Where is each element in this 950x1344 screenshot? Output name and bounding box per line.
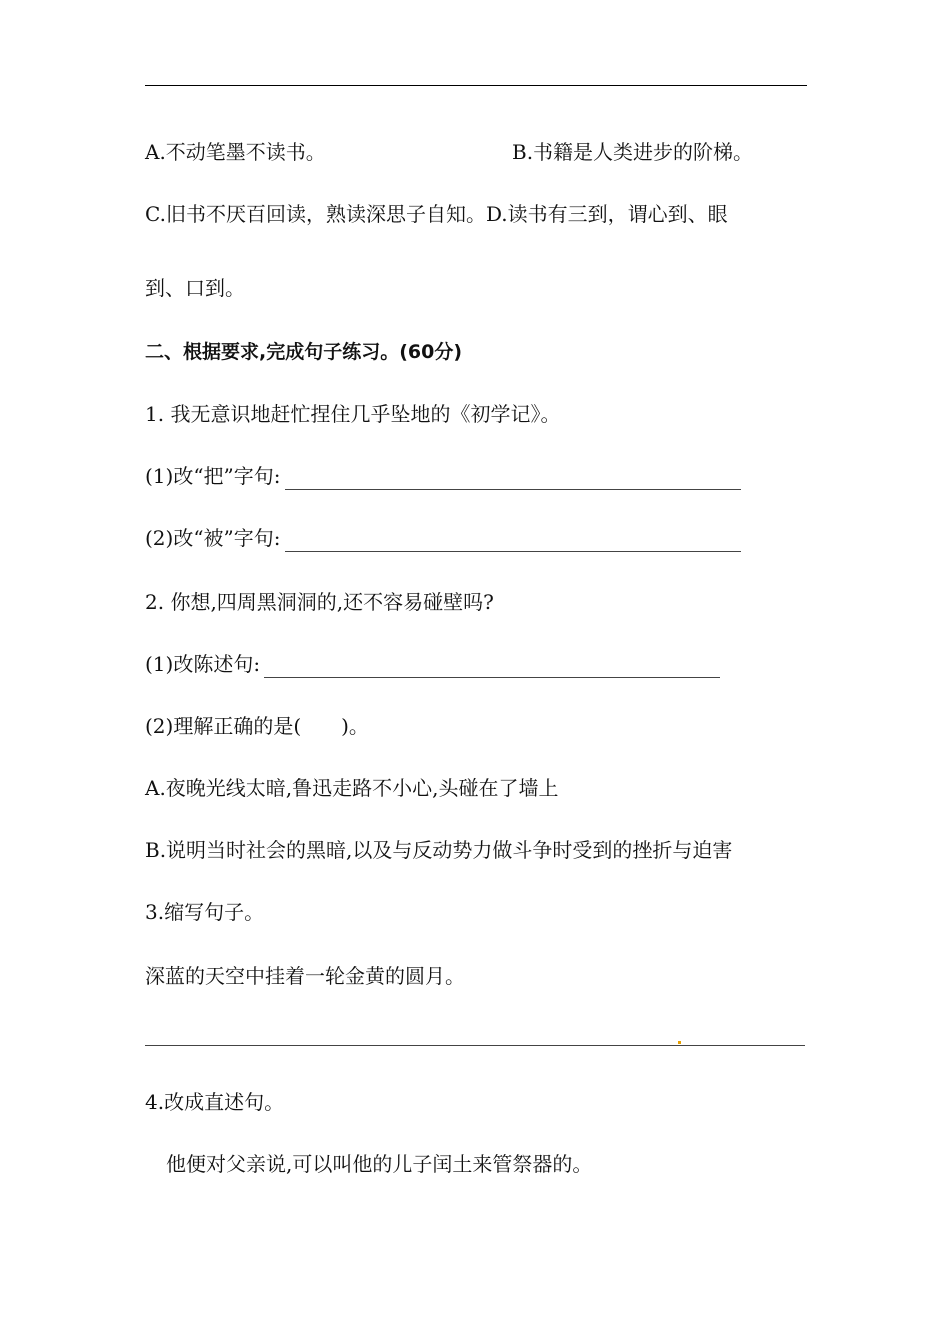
q2-part1-label: (1)改陈述句: bbox=[145, 652, 261, 676]
q2-part2: (2)理解正确的是( )。 bbox=[145, 714, 369, 738]
q1-part1-label: (1)改“把”字句: bbox=[145, 464, 281, 488]
q1-part2-answer-blank[interactable] bbox=[285, 529, 741, 552]
q3-answer-blank[interactable] bbox=[145, 1045, 805, 1046]
header-rule bbox=[145, 85, 807, 86]
q1-part2 bbox=[145, 524, 741, 552]
q2-part1 bbox=[145, 650, 720, 678]
q2-part1-answer-blank[interactable] bbox=[264, 655, 720, 678]
option-cd-continued: 到、口到。 bbox=[145, 276, 245, 300]
q1-part1-answer-blank[interactable] bbox=[285, 467, 741, 490]
option-cd: C.旧书不厌百回读，熟读深思子自知。D.读书有三到，谓心到、眼 bbox=[145, 202, 728, 226]
section-2-heading: 二、根据要求,完成句子练习。(60分) bbox=[145, 341, 463, 363]
q3-sentence: 深蓝的天空中挂着一轮金黄的圆月。 bbox=[145, 964, 465, 988]
q1-part2-label: (2)改“被”字句: bbox=[145, 526, 281, 550]
option-b: B.书籍是人类进步的阶梯。 bbox=[512, 140, 754, 164]
q2-stem: 2. 你想,四周黑洞洞的,还不容易碰壁吗? bbox=[145, 590, 494, 614]
stray-mark bbox=[678, 1041, 681, 1044]
option-a: A.不动笔墨不读书。 bbox=[145, 140, 326, 164]
q2-option-a: A.夜晚光线太暗,鲁迅走路不小心,头碰在了墙上 bbox=[145, 776, 559, 800]
q4-sentence: 他便对父亲说,可以叫他的儿子闰土来管祭器的。 bbox=[166, 1152, 593, 1176]
q4-stem: 4.改成直述句。 bbox=[145, 1090, 285, 1114]
q2-option-b: B.说明当时社会的黑暗,以及与反动势力做斗争时受到的挫折与迫害 bbox=[145, 838, 733, 862]
q1-stem: 1. 我无意识地赶忙捏住几乎坠地的《初学记》。 bbox=[145, 402, 561, 426]
q1-part1 bbox=[145, 462, 741, 490]
q3-stem: 3.缩写句子。 bbox=[145, 900, 265, 924]
